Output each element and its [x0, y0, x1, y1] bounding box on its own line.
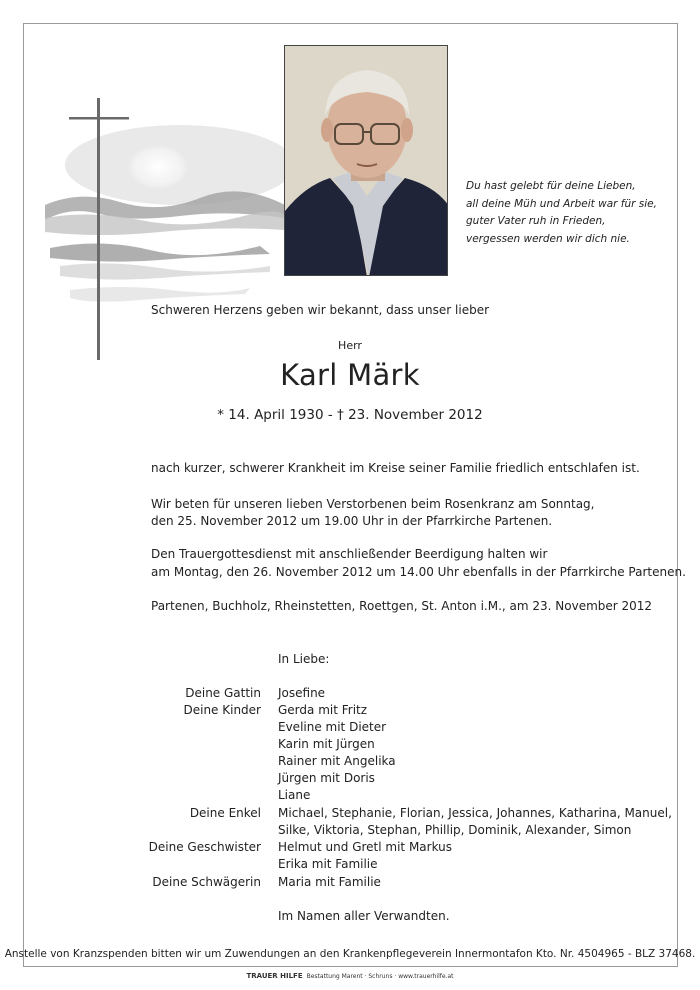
funeral-text-line2: am Montag, den 26. November 2012 um 14.00 Uhr ebenfalls in der Pfarrkirche Partenen. — [151, 565, 686, 579]
rosary-text-line2: den 25. November 2012 um 19.00 Uhr in der Pfarrkirche Partenen. — [151, 514, 553, 528]
siblings-label: Deine Geschwister — [148, 840, 261, 854]
portrait-photo — [284, 45, 448, 276]
child-entry: Rainer mit Angelika — [278, 754, 396, 768]
deceased-name: Karl Märk — [280, 358, 420, 392]
funeral-home-credit — [0, 972, 700, 980]
place-date: Partenen, Buchholz, Rheinstetten, Roettgen, St. Anton i.M., am 23. November 2012 — [151, 599, 653, 613]
family-heading: In Liebe: — [278, 652, 330, 666]
intro-text: Schweren Herzens geben wir bekannt, dass unser lieber — [151, 303, 490, 317]
grandchildren-label: Deine Enkel — [189, 806, 261, 820]
poem-line: vergessen werden wir dich nie. — [466, 232, 630, 245]
rosary-text-line1: Wir beten für unseren lieben Verstorbenen beim Rosenkranz am Sonntag, — [151, 497, 595, 511]
closing-line: Im Namen aller Verwandten. — [278, 909, 450, 923]
wife-name: Josefine — [278, 686, 326, 700]
grandchildren-line: Silke, Viktoria, Stephan, Phillip, Dominik, Alexander, Simon — [278, 823, 632, 837]
child-entry: Jürgen mit Doris — [278, 771, 375, 785]
poem-line: guter Vater ruh in Frieden, — [466, 215, 606, 227]
wife-label: Deine Gattin — [185, 686, 261, 700]
sister-in-law-label: Deine Schwägerin — [152, 875, 261, 889]
sibling-entry: Erika mit Familie — [278, 857, 378, 871]
poem-line: all deine Müh und Arbeit war für sie, — [466, 197, 657, 210]
passing-text: nach kurzer, schwerer Krankheit im Kreise seiner Familie friedlich entschlafen ist. — [151, 461, 640, 475]
cross-landscape-illustration — [40, 90, 290, 370]
sibling-entry: Helmut und Gretl mit Markus — [278, 840, 453, 854]
donation-note: Anstelle von Kranzspenden bitten wir um Zuwendungen an den Krankenpflegeverein Innermontafon Kto. Nr. 4504965 - BLZ 37468. — [4, 948, 696, 960]
credit-text: Bestattung Marent · Schruns · www.trauerhilfe.at — [306, 973, 454, 980]
child-entry: Gerda mit Fritz — [278, 703, 368, 717]
poem-line: Du hast gelebt für deine Lieben, — [466, 180, 636, 192]
poem — [466, 178, 676, 248]
sister-in-law-entry: Maria mit Familie — [278, 875, 381, 889]
children-label: Deine Kinder — [183, 703, 261, 717]
grandchildren-line: Michael, Stephanie, Florian, Jessica, Johannes, Katharina, Manuel, — [278, 806, 672, 820]
child-entry: Liane — [278, 788, 311, 802]
life-dates: * 14. April 1930 - † 23. November 2012 — [217, 407, 483, 423]
child-entry: Eveline mit Dieter — [278, 720, 387, 734]
brand-logo-text: TRAUER HILFE — [246, 972, 303, 980]
child-entry: Karin mit Jürgen — [278, 737, 375, 751]
salutation: Herr — [338, 339, 362, 352]
funeral-text-line1: Den Trauergottesdienst mit anschließender Beerdigung halten wir — [151, 547, 548, 561]
